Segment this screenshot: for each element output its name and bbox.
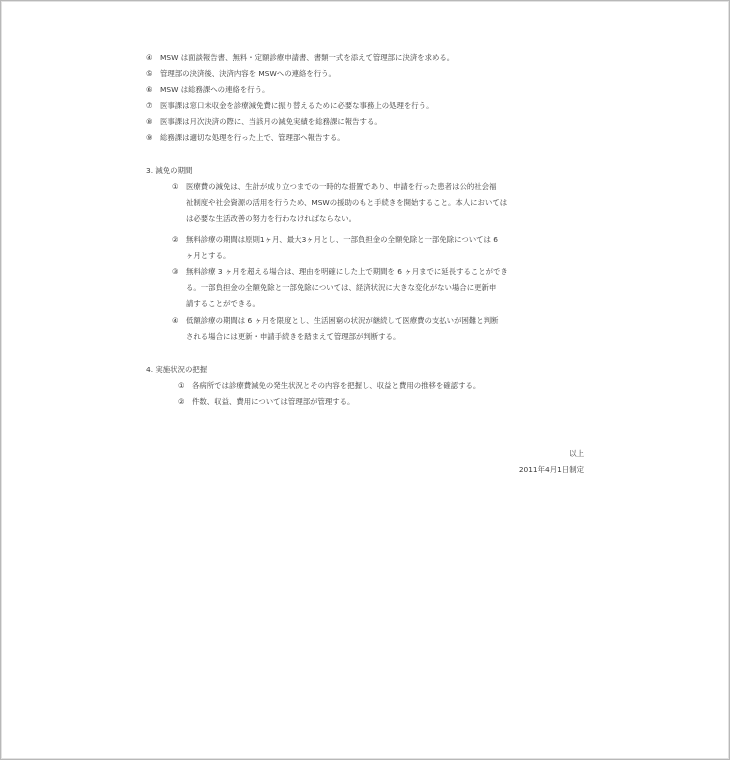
- item-number: ⑨: [146, 133, 153, 142]
- item-text-continued: る。一部負担金の全額免除と一部免除については、経済状況に大きな変化がない場合に更新申: [186, 283, 497, 292]
- item-number: ①: [178, 381, 185, 390]
- item-text: 医療費の減免は、生計が成り立つまでの一時的な措置であり、申請を行った患者は公的社会福: [186, 182, 497, 191]
- item-text: 医事課は月次決済の際に、当該月の減免実績を総務課に報告する。: [160, 117, 382, 126]
- item-text: MSW は総務課への連絡を行う。: [160, 85, 270, 94]
- item-number: ②: [178, 397, 185, 406]
- list-item: [178, 380, 480, 392]
- list-item: [146, 116, 382, 128]
- list-item: [172, 181, 496, 193]
- item-number: ④: [172, 316, 179, 325]
- item-number: ⑧: [146, 117, 153, 126]
- item-text-continued: ヶ月とする。: [186, 251, 231, 260]
- item-text: 低額診療の期間は 6 ヶ月を限度とし、生活困窮の状況が継続して医療費の支払いが困難と判断: [186, 316, 499, 325]
- item-number: ③: [172, 267, 179, 276]
- list-item: [146, 132, 345, 144]
- item-text: 医事課は窓口未収金を診療減免費に振り替えるために必要な事務上の処理を行う。: [160, 101, 434, 110]
- item-text: 件数、収益、費用については管理部が管理する。: [192, 397, 355, 406]
- section-heading: 3. 減免の期間: [146, 166, 193, 175]
- closing-ijo: 以上: [569, 449, 584, 458]
- item-text-continued: 請することができる。: [186, 299, 260, 308]
- item-number: ④: [146, 53, 153, 62]
- list-item: [178, 396, 354, 408]
- item-text-continued: される場合には更新・申請手続きを踏まえて管理部が判断する。: [186, 332, 401, 341]
- list-item: [172, 266, 508, 278]
- list-item: [146, 84, 269, 96]
- list-item: [146, 68, 336, 80]
- item-number: ⑥: [146, 85, 153, 94]
- item-text-continued: は必要な生活改善の努力を行わなければならない。: [186, 214, 356, 223]
- item-text: 各病所では診療費減免の発生状況とその内容を把握し、収益と費用の推移を確認する。: [192, 381, 481, 390]
- item-text: MSW は面談報告書、無料・定額診療申請書、書類一式を添えて管理部に決済を求める。: [160, 53, 455, 62]
- list-item: [172, 234, 498, 246]
- enactment-date: 2011年4月1日制定: [518, 465, 584, 474]
- item-text: 無料診療の期間は原則1ヶ月、最大3ヶ月とし、一部負担金の全額免除と一部免除については 6: [186, 235, 498, 244]
- item-number: ⑤: [146, 69, 153, 78]
- item-number: ①: [172, 182, 179, 191]
- list-item: [146, 100, 433, 112]
- list-item: [146, 52, 454, 64]
- item-text: 総務課は適切な処理を行った上で、管理部へ報告する。: [160, 133, 345, 142]
- section-heading: 4. 実施状況の把握: [146, 365, 208, 374]
- item-text-continued: 祉制度や社会資源の活用を行うため、MSWの援助のもと手続きを開始すること。本人においては: [186, 198, 508, 207]
- item-number: ②: [172, 235, 179, 244]
- list-item: [172, 315, 498, 327]
- item-number: ⑦: [146, 101, 153, 110]
- item-text: 無料診療 3 ヶ月を超える場合は、理由を明確にした上で期間を 6 ヶ月までに延長することができ: [186, 267, 508, 276]
- item-text: 管理部の決済後、決済内容を MSWへの連絡を行う。: [160, 69, 336, 78]
